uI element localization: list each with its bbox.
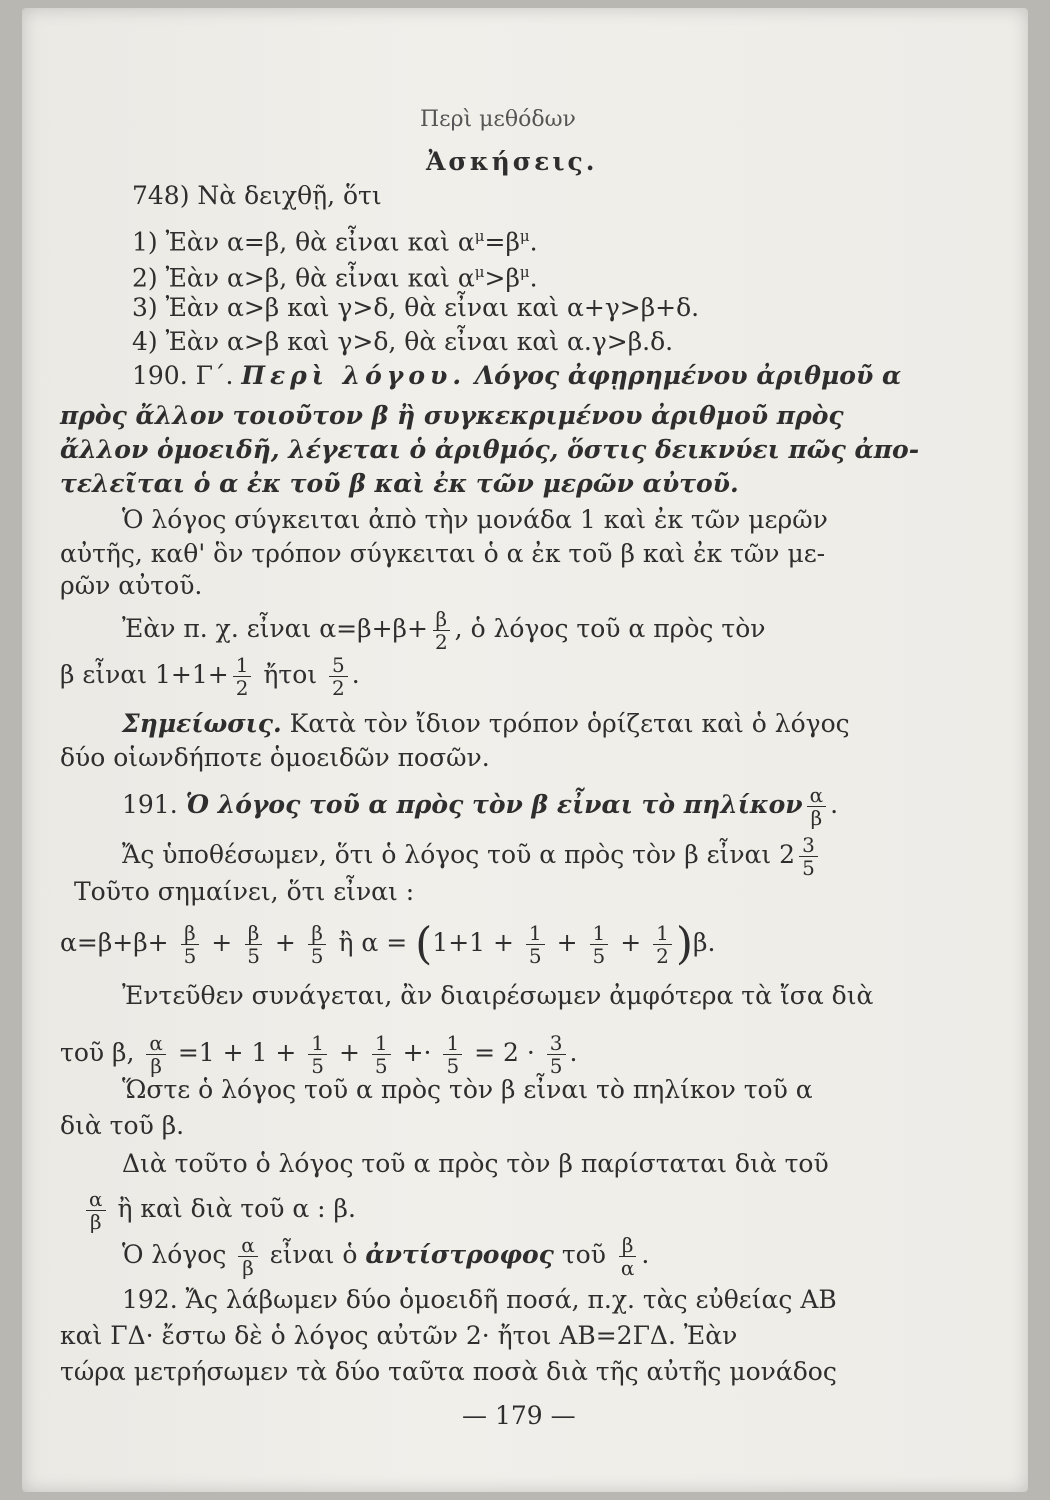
para-190-text-2: αὐτῆς, καθ' ὃν τρόπον σύγκειται ὁ α ἐκ τοῦ β καὶ ἐκ τῶν με- bbox=[60, 539, 826, 568]
para-190-example-1: Ἐὰν π. χ. εἶναι α=β+β+ $\frac{\beta}{2}$ , ὁ λόγος τοῦ α πρὸς τὸν bbox=[122, 607, 766, 654]
exercise-item-1: 1) Ἐὰν α=β, θὰ εἶναι καὶ $\alpha^\mu=\beta^\mu$. bbox=[132, 227, 538, 257]
fraction: $\frac{\alpha}{\beta}$ bbox=[807, 784, 827, 829]
book-page bbox=[22, 8, 1028, 1492]
fraction: $\frac{\alpha}{\beta}$ bbox=[86, 1188, 106, 1233]
fraction: $\frac{\beta}{5}$ bbox=[181, 922, 200, 967]
exercise-item-4: 4) Ἐὰν α>β καὶ γ>δ, θὰ εἶναι καὶ α.γ>β.δ. bbox=[132, 327, 674, 356]
exercise-intro: 748) Νὰ δειχθῇ, ὅτι bbox=[132, 181, 382, 210]
fraction: $\frac{\beta}{\alpha}$ bbox=[618, 1234, 638, 1279]
note-line-1: Σημείωσις. Κατὰ τὸν ἴδιον τρόπον ὁρίζεται καὶ ὁ λόγος bbox=[122, 709, 850, 738]
fraction: $\frac{\beta}{5}$ bbox=[244, 922, 263, 967]
para-191-line-1: Ἄς ὑποθέσωμεν, ὅτι ὁ λόγος τοῦ α πρὸς τὸν β εἶναι 2 $\frac{3}{5}$ bbox=[122, 834, 822, 879]
exercise-item-3: 3) Ἐὰν α>β καὶ γ>δ, θὰ εἶναι καὶ α+γ>β+δ. bbox=[132, 293, 700, 322]
para-190-text-3: ρῶν αὐτοῦ. bbox=[60, 571, 203, 600]
para-191-line-2: Τοῦτο σημαίνει, ὅτι εἶναι : bbox=[74, 877, 415, 906]
fraction: $\frac{1}{5}$ bbox=[308, 1032, 327, 1077]
para-191-line-8: Ὁ λόγος $\frac{\alpha}{\beta}$ εἶναι ὁ ἀντίστροφος τοῦ $\frac{\beta}{\alpha}$ . bbox=[122, 1233, 650, 1280]
fraction: $\frac{3}{5}$ bbox=[547, 1032, 566, 1077]
para-191-line-6: Διὰ τοῦτο ὁ λόγος τοῦ α πρὸς τὸν β παρίσταται διὰ τοῦ bbox=[122, 1149, 829, 1178]
note-label: Σημείωσις. bbox=[122, 709, 282, 738]
para-190-line-1: 190. Γ΄. Περὶ λόγου. Λόγος ἀφῃρημένου ἀριθμοῦ α bbox=[132, 361, 902, 390]
para-190-example-2: β εἶναι 1+1+ $\frac{1}{2}$ ἤτοι $\frac{5}{2}$ . bbox=[60, 653, 360, 700]
para-191-line-5: διὰ τοῦ β. bbox=[60, 1111, 185, 1140]
fraction: $\frac{1}{2}$ bbox=[653, 922, 672, 967]
fraction: $\frac{1}{5}$ bbox=[443, 1032, 462, 1077]
equation-2: τοῦ β, $\frac{\alpha}{\beta}$ =1 + 1 + $\frac{1}{5}$ + $\frac{1}{5}$ +· $\frac{1}{5}$ = 2 · $\frac{3}{5}$ . bbox=[60, 1031, 578, 1078]
para-190-def-4: τελεῖται ὁ α ἐκ τοῦ β καὶ ἐκ τῶν μερῶν αὐτοῦ. bbox=[60, 469, 739, 498]
para-190-text-1: Ὁ λόγος σύγκειται ἀπὸ τὴν μονάδα 1 καὶ ἐκ τῶν μερῶν bbox=[122, 505, 828, 534]
para-192-line-3: τώρα μετρήσωμεν τὰ δύο ταῦτα ποσὰ διὰ τῆς αὐτῆς μονάδος bbox=[60, 1357, 837, 1386]
fraction: $\frac{1}{2}$ bbox=[233, 654, 252, 699]
para-191-line-4: Ὥστε ὁ λόγος τοῦ α πρὸς τὸν β εἶναι τὸ πηλίκον τοῦ α bbox=[122, 1075, 813, 1104]
exercise-item-2: 2) Ἐὰν α>β, θὰ εἶναι καὶ $\alpha^\mu>\beta^\mu$. bbox=[132, 263, 538, 293]
fraction: $\frac{\alpha}{\beta}$ bbox=[146, 1032, 166, 1077]
para-192-line-2: καὶ ΓΔ· ἔστω δὲ ὁ λόγος αὐτῶν 2· ἤτοι ΑΒ=2ΓΔ. Ἐὰν bbox=[60, 1321, 738, 1350]
para-192-line-1: 192. Ἄς λάβωμεν δύο ὁμοειδῆ ποσά, π.χ. τὰς εὐθείας ΑΒ bbox=[122, 1285, 837, 1314]
fraction: $\frac{1}{5}$ bbox=[526, 922, 545, 967]
running-title: Περὶ μεθόδων bbox=[420, 107, 576, 132]
page-number: — 179 — bbox=[462, 1401, 576, 1430]
para-191-title: 191. Ὁ λόγος τοῦ α πρὸς τὸν β εἶναι τὸ πηλίκον $\frac{\alpha}{\beta}$ . bbox=[122, 783, 839, 830]
para-191-line-3: Ἐντεῦθεν συνάγεται, ἂν διαιρέσωμεν ἀμφότερα τὰ ἴσα διὰ bbox=[122, 981, 874, 1010]
section-heading: Ἀσκήσεις. bbox=[426, 147, 598, 176]
equation-1: α=β+β+ $\frac{\beta}{5}$ + $\frac{\beta}{5}$ + $\frac{\beta}{5}$ ἢ α = (1+1 + $\frac{1}{5}$ + $\frac{1}{5}$ + $\frac{1}{2}$ )β. bbox=[60, 918, 716, 970]
fraction: $\frac{5}{2}$ bbox=[329, 654, 348, 699]
para-190-def-3: ἄλλον ὁμοειδῆ, λέγεται ὁ ἀριθμός, ὅστις δεικνύει πῶς ἀπο- bbox=[60, 435, 920, 464]
para-190-def-2: πρὸς ἄλλον τοιοῦτον β ἢ συγκεκριμένου ἀριθμοῦ πρὸς bbox=[60, 401, 844, 430]
note-line-2: δύο οἱωνδήποτε ὁμοειδῶν ποσῶν. bbox=[60, 743, 490, 772]
fraction: $\frac{\alpha}{\beta}$ bbox=[238, 1234, 258, 1279]
fraction: $\frac{1}{5}$ bbox=[590, 922, 609, 967]
para-190-title: Περὶ λόγου. bbox=[241, 361, 467, 390]
fraction: $\frac{3}{5}$ bbox=[799, 834, 818, 879]
para-191-line-7: $\frac{\alpha}{\beta}$ ἢ καὶ διὰ τοῦ α : β. bbox=[82, 1188, 356, 1233]
fraction: $\frac{1}{5}$ bbox=[372, 1032, 391, 1077]
fraction: $\frac{\beta}{5}$ bbox=[308, 922, 327, 967]
fraction: $\frac{\beta}{2}$ bbox=[432, 608, 451, 653]
